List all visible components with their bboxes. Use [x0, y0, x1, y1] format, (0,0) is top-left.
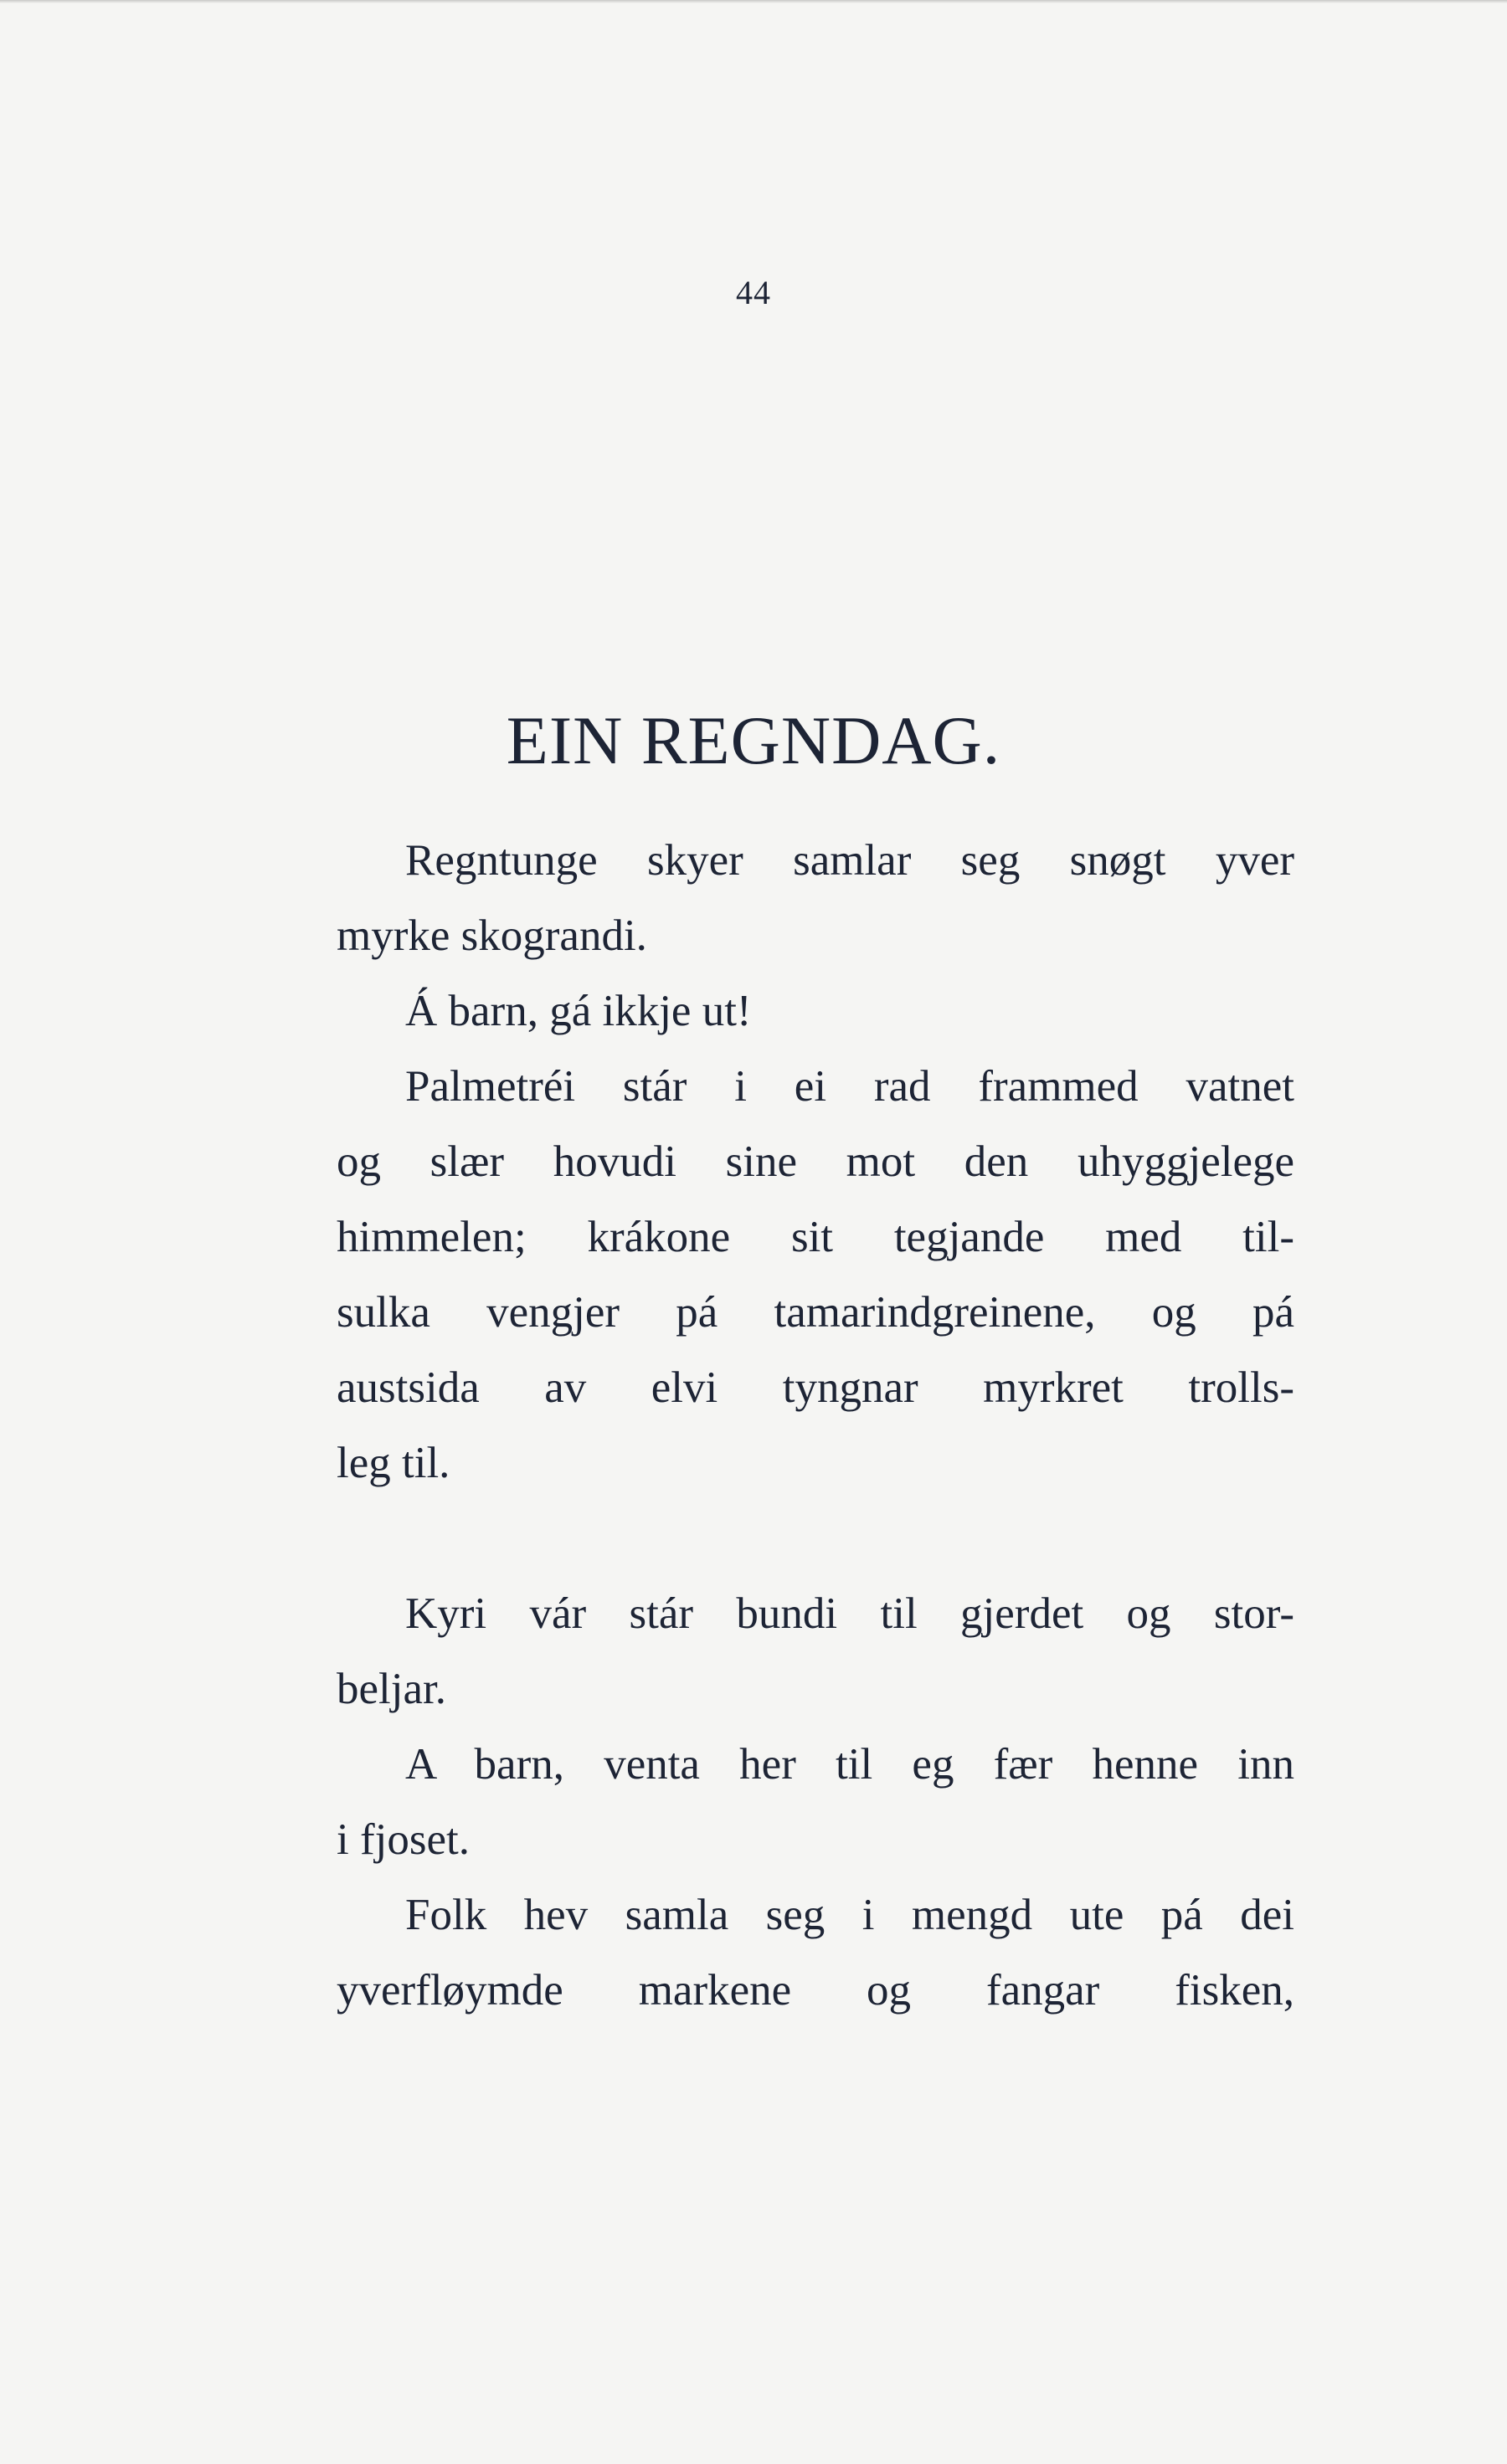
text-line: Á barn, gá ikkje ut!: [405, 987, 752, 1035]
text-line: og slær hovudi sine mot den uhyggjelege: [337, 1137, 1294, 1186]
text-line: i fjoset.: [337, 1815, 470, 1864]
chapter-title: EIN REGNDAG.: [506, 702, 1001, 778]
text-line: yverfløymde markene og fangar fisken,: [337, 1966, 1294, 2015]
text-line: Palmetréi stár i ei rad frammed vatnet: [405, 1062, 1294, 1111]
text-line: myrke skograndi.: [337, 911, 647, 960]
page-number: 44: [736, 274, 771, 311]
text-line: leg til.: [337, 1439, 450, 1487]
text-line: austsida av elvi tyngnar myrkret trolls-: [337, 1363, 1294, 1412]
page-top-edge: [0, 0, 1507, 3]
text-line: himmelen; krákone sit tegjande med til-: [337, 1213, 1294, 1261]
text-line: Folk hev samla seg i mengd ute pá dei: [405, 1891, 1294, 1939]
text-line: A barn, venta her til eg fær henne inn: [405, 1740, 1294, 1789]
text-line: sulka vengjer pá tamarindgreinene, og pá: [337, 1288, 1294, 1337]
text-line: Kyri vár stár bundi til gjerdet og stor-: [405, 1589, 1294, 1638]
text-line: beljar.: [337, 1665, 446, 1713]
text-line: Regntunge skyer samlar seg snøgt yver: [405, 836, 1294, 885]
